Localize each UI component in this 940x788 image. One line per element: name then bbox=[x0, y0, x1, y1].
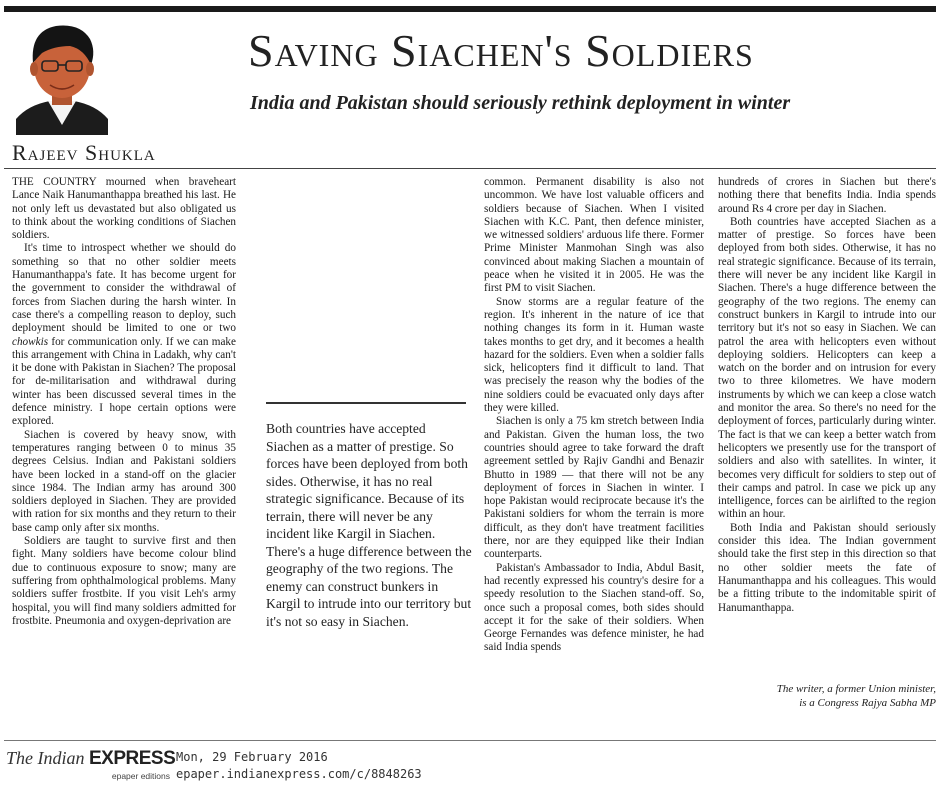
paragraph: common. Permanent disability is also not uncommon. We have lost valuable officers and soldiers because of Siachen. When I visited Siachen with K.C. Pant, then defence minister, we witnessed soldiers' arduous life there. Former Prime Minister Manmohan Singh was also convinced about making Siachen a mountain of peace when he visited it in 2005. He was the first PM to visit Siachen. bbox=[484, 176, 704, 295]
edition-url[interactable]: epaper.indianexpress.com/c/8848263 bbox=[176, 767, 422, 781]
paragraph: Pakistan's Ambassador to India, Abdul Basit, had recently expressed his country's desire for a speedy resolution to the Siachen stand-off. So, once such a proposal comes, both sides should accept it for the sake of their soldiers. When George Fernandes was defence minister, he had said India spends bbox=[484, 561, 704, 654]
footer-rule bbox=[4, 740, 936, 741]
author-note-line: The writer, a former Union minister, bbox=[776, 683, 936, 695]
paragraph: Siachen is covered by heavy snow, with temperatures ranging between 0 to minus 35 degrees Celsius. Indian and Pakistani soldiers have been locked in a stand-off on the glacier since 1984. The Indian army has around 300 soldiers deployed in Siachen. They are provided with ration for six months and they return to their base camp only after six months. bbox=[12, 428, 236, 534]
author-note bbox=[710, 682, 936, 710]
byline: Rajeev Shukla bbox=[12, 140, 156, 165]
article-column-1 bbox=[12, 176, 236, 716]
masthead-logo bbox=[6, 748, 176, 782]
paragraph: Siachen is only a 75 km stretch between India and Pakistan. Given the human loss, the two countries should agree to take forward the draft agreement settled by Rajiv Gandhi and Benazir Bhutto in 1989 — that there will not be any deployment of forces in Siachen in winter. I hope Pakistan would reciprocate because it's the Pakistani soldiers for whom the terrain is more difficult, as they don't have treatment facilities there, nor are they equipped like their Indian counterparts. bbox=[484, 415, 704, 561]
pull-quote: Both countries have accepted Siachen as a matter of prestige. So forces have been deployed from both sides. Otherwise, it has no real strategic significance. Because of its terrain, there will never be any incident like Kargil in Siachen. There's a huge difference between the geography of the two regions. The enemy can construct bunkers in Kargil to intrude into our territory but it's not so easy in Siachen. bbox=[266, 421, 472, 629]
pull-quote-rule bbox=[266, 402, 466, 404]
masthead-the: The Indian bbox=[6, 748, 89, 768]
byline-rule bbox=[4, 168, 936, 169]
author-note-line: is a Congress Rajya Sabha MP bbox=[799, 697, 936, 709]
paragraph: hundreds of crores in Siachen but there's nothing there that benefits India. India spends around Rs 4 crore per day in Siachen. bbox=[718, 176, 936, 215]
masthead-name bbox=[6, 748, 175, 770]
paragraph: Snow storms are a regular feature of the region. It's inherent in the nature of ice that nothing changes its form in it. Human waste takes months to get dry, and it becomes a health hazard for the soldiers. Even when a soldier falls sick, helicopters find it difficult to land. That was precisely the reason why the bodies of the nine soldiers could be evacuated only days after they were killed. bbox=[484, 295, 704, 415]
author-portrait-icon bbox=[10, 15, 114, 135]
paragraph: Soldiers are taught to survive first and then fight. Many soldiers have become colour blind due to continuous exposure to snow; many are suffering from ophthalmological problems. Many soldiers suffer frostbite. If you visit Leh's army hospital, you will find many soldiers admitted for frostbite. Pneumonia and oxygen-deprivation are bbox=[12, 535, 236, 627]
masthead-express: EXPRESS bbox=[89, 748, 176, 769]
paragraph: It's time to introspect whether we should do something so that no other soldier meets Hanumanthappa's fate. It has become urgent for the government to consider the withdrawal of forces from Siachen during the harsh winter. In case there's a compelling reason to deploy, such deployment should be limited to one or two chowkis for communication only. If we can make this arrangement with China in Ladakh, why can't it be done with Pakistan in Siachen? The proposal for de-militarisation and withdrawal during winter has been discussed several times in the defence ministry. I hope certain options were explored. bbox=[12, 242, 236, 428]
paragraph: Both countries have accepted Siachen as a matter of prestige. So forces have been deployed from both sides. Otherwise, it has no real strategic significance. Because of its terrain, there will never be any incident like Kargil in Siachen. There's a huge difference between the geography of the two regions. The enemy can construct bunkers in Kargil to intrude into our territory but it's not so easy in Siachen. We can patrol the area with helicopters even without deploying soldiers. Helicopters can keep a watch on the border and on intrusion for every two to three kilometres. We have modern instruments by which we can keep a close watch and monitor the area. So there's no need for the deployment of forces, particularly during winter. The fact is that we can keep a better watch from helicopters we presently use for the transport of soldiers and also with satellites. In winter, it becomes very difficult for soldiers to step out of their camps and patrol. In case we pick up any intelligence, forces can be airlifted to the region within an hour. bbox=[718, 215, 936, 521]
headline: Saving Siachen's Soldiers bbox=[248, 25, 754, 76]
emphasis: chowkis bbox=[12, 335, 49, 348]
edition-date: Mon, 29 February 2016 bbox=[176, 750, 328, 764]
paragraph: THE COUNTRY mourned when braveheart Lance Naik Hanumanthappa breathed his last. He not only left us devastated but also obligated us to think about the working conditions of Siachen soldiers. bbox=[12, 176, 236, 242]
article-column-3 bbox=[718, 176, 936, 666]
paragraph: Both India and Pakistan should seriously consider this idea. The Indian government should take the first step in this direction so that no other soldier meets the fate of Hanumanthappa and his colleagues. This would be a fitting tribute to the indomitable spirit of Hanumanthappa. bbox=[718, 521, 936, 614]
deck: India and Pakistan should seriously rethink deployment in winter bbox=[250, 92, 791, 114]
masthead-subtitle: epaper editions bbox=[111, 771, 170, 781]
top-rule bbox=[4, 6, 936, 12]
article-column-2 bbox=[484, 176, 704, 716]
